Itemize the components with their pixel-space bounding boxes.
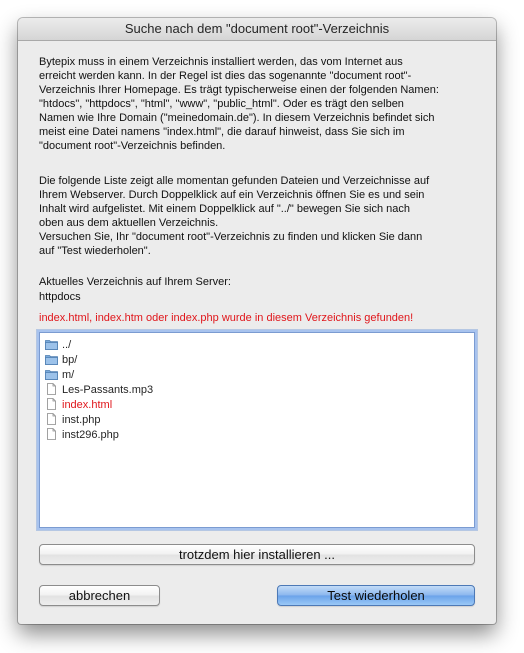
list-item-file-highlighted[interactable] xyxy=(45,398,112,413)
file-icon xyxy=(45,428,58,440)
intro-paragraph-1 xyxy=(39,55,481,153)
intro-line: Namen wie Ihre Domain ("meinedomain.de"). In diesem Verzeichnis befindet sich xyxy=(39,112,435,124)
list-item-file[interactable] xyxy=(45,413,101,428)
intro-line: Ihrem Webserver. Durch Doppelklick auf ein Verzeichnis öffnen Sie es und sein xyxy=(39,189,425,201)
intro-line: Verzeichnis Ihrer Homepage. Es trägt typischerweise einen der folgenden Namen: xyxy=(39,84,439,96)
list-item-parent-directory[interactable] xyxy=(45,338,71,353)
intro-line: meist eine Datei namens "index.html", die darauf hinweist, dass Sie sich im xyxy=(39,126,405,138)
intro-line: auf "Test wiederholen". xyxy=(39,245,151,257)
list-item-file[interactable] xyxy=(45,383,153,398)
intro-line: oben aus dem aktuellen Verzeichnis. xyxy=(39,217,219,229)
file-icon xyxy=(45,413,58,425)
retry-test-button[interactable]: Test wiederholen xyxy=(277,585,475,606)
intro-line: erreicht werden kann. In der Regel ist dies das sogenannte "document root"- xyxy=(39,70,412,82)
intro-line: Inhalt wird aufgelistet. Mit einem Doppelklick auf "../" bewegen Sie sich nach xyxy=(39,203,410,215)
list-item-folder[interactable] xyxy=(45,353,77,368)
current-directory-path: httpdocs xyxy=(39,291,81,303)
intro-line: Versuchen Sie, Ihr "document root"-Verzeichnis zu finden und klicken Sie dann xyxy=(39,231,423,243)
folder-icon xyxy=(45,338,58,350)
cancel-button[interactable]: abbrechen xyxy=(39,585,160,606)
file-icon xyxy=(45,398,58,410)
list-item-label: Les-Passants.mp3 xyxy=(62,384,154,396)
folder-icon xyxy=(45,353,58,365)
intro-paragraph-2 xyxy=(39,174,481,258)
file-list[interactable] xyxy=(39,332,475,528)
list-item-label: m/ xyxy=(62,369,75,381)
window-title: Suche nach dem "document root"-Verzeichnis xyxy=(18,18,496,41)
list-item-label: inst296.php xyxy=(62,429,119,441)
list-item-label: inst.php xyxy=(62,414,101,426)
dialog-window xyxy=(18,18,496,624)
intro-line: Die folgende Liste zeigt alle momentan gefunden Dateien und Verzeichnisse auf xyxy=(39,175,430,187)
file-icon xyxy=(45,383,58,395)
install-anyway-button[interactable]: trotzdem hier installieren ... xyxy=(39,544,475,565)
list-item-label: bp/ xyxy=(62,354,78,366)
intro-line: "htdocs", "httpdocs", "html", "www", "public_html". Oder es trägt den selben xyxy=(39,98,404,110)
intro-line: Bytepix muss in einem Verzeichnis installiert werden, das vom Internet aus xyxy=(39,56,403,68)
folder-icon xyxy=(45,368,58,380)
intro-line: "document root"-Verzeichnis befinden. xyxy=(39,140,226,152)
list-item-file[interactable] xyxy=(45,428,119,443)
index-found-notice: index.html, index.htm oder index.php wurde in diesem Verzeichnis gefunden! xyxy=(39,312,414,324)
list-item-label: ../ xyxy=(62,339,72,351)
list-item-folder[interactable] xyxy=(45,368,74,383)
current-directory-label: Aktuelles Verzeichnis auf Ihrem Server: xyxy=(39,276,231,288)
list-item-label: index.html xyxy=(62,399,113,411)
